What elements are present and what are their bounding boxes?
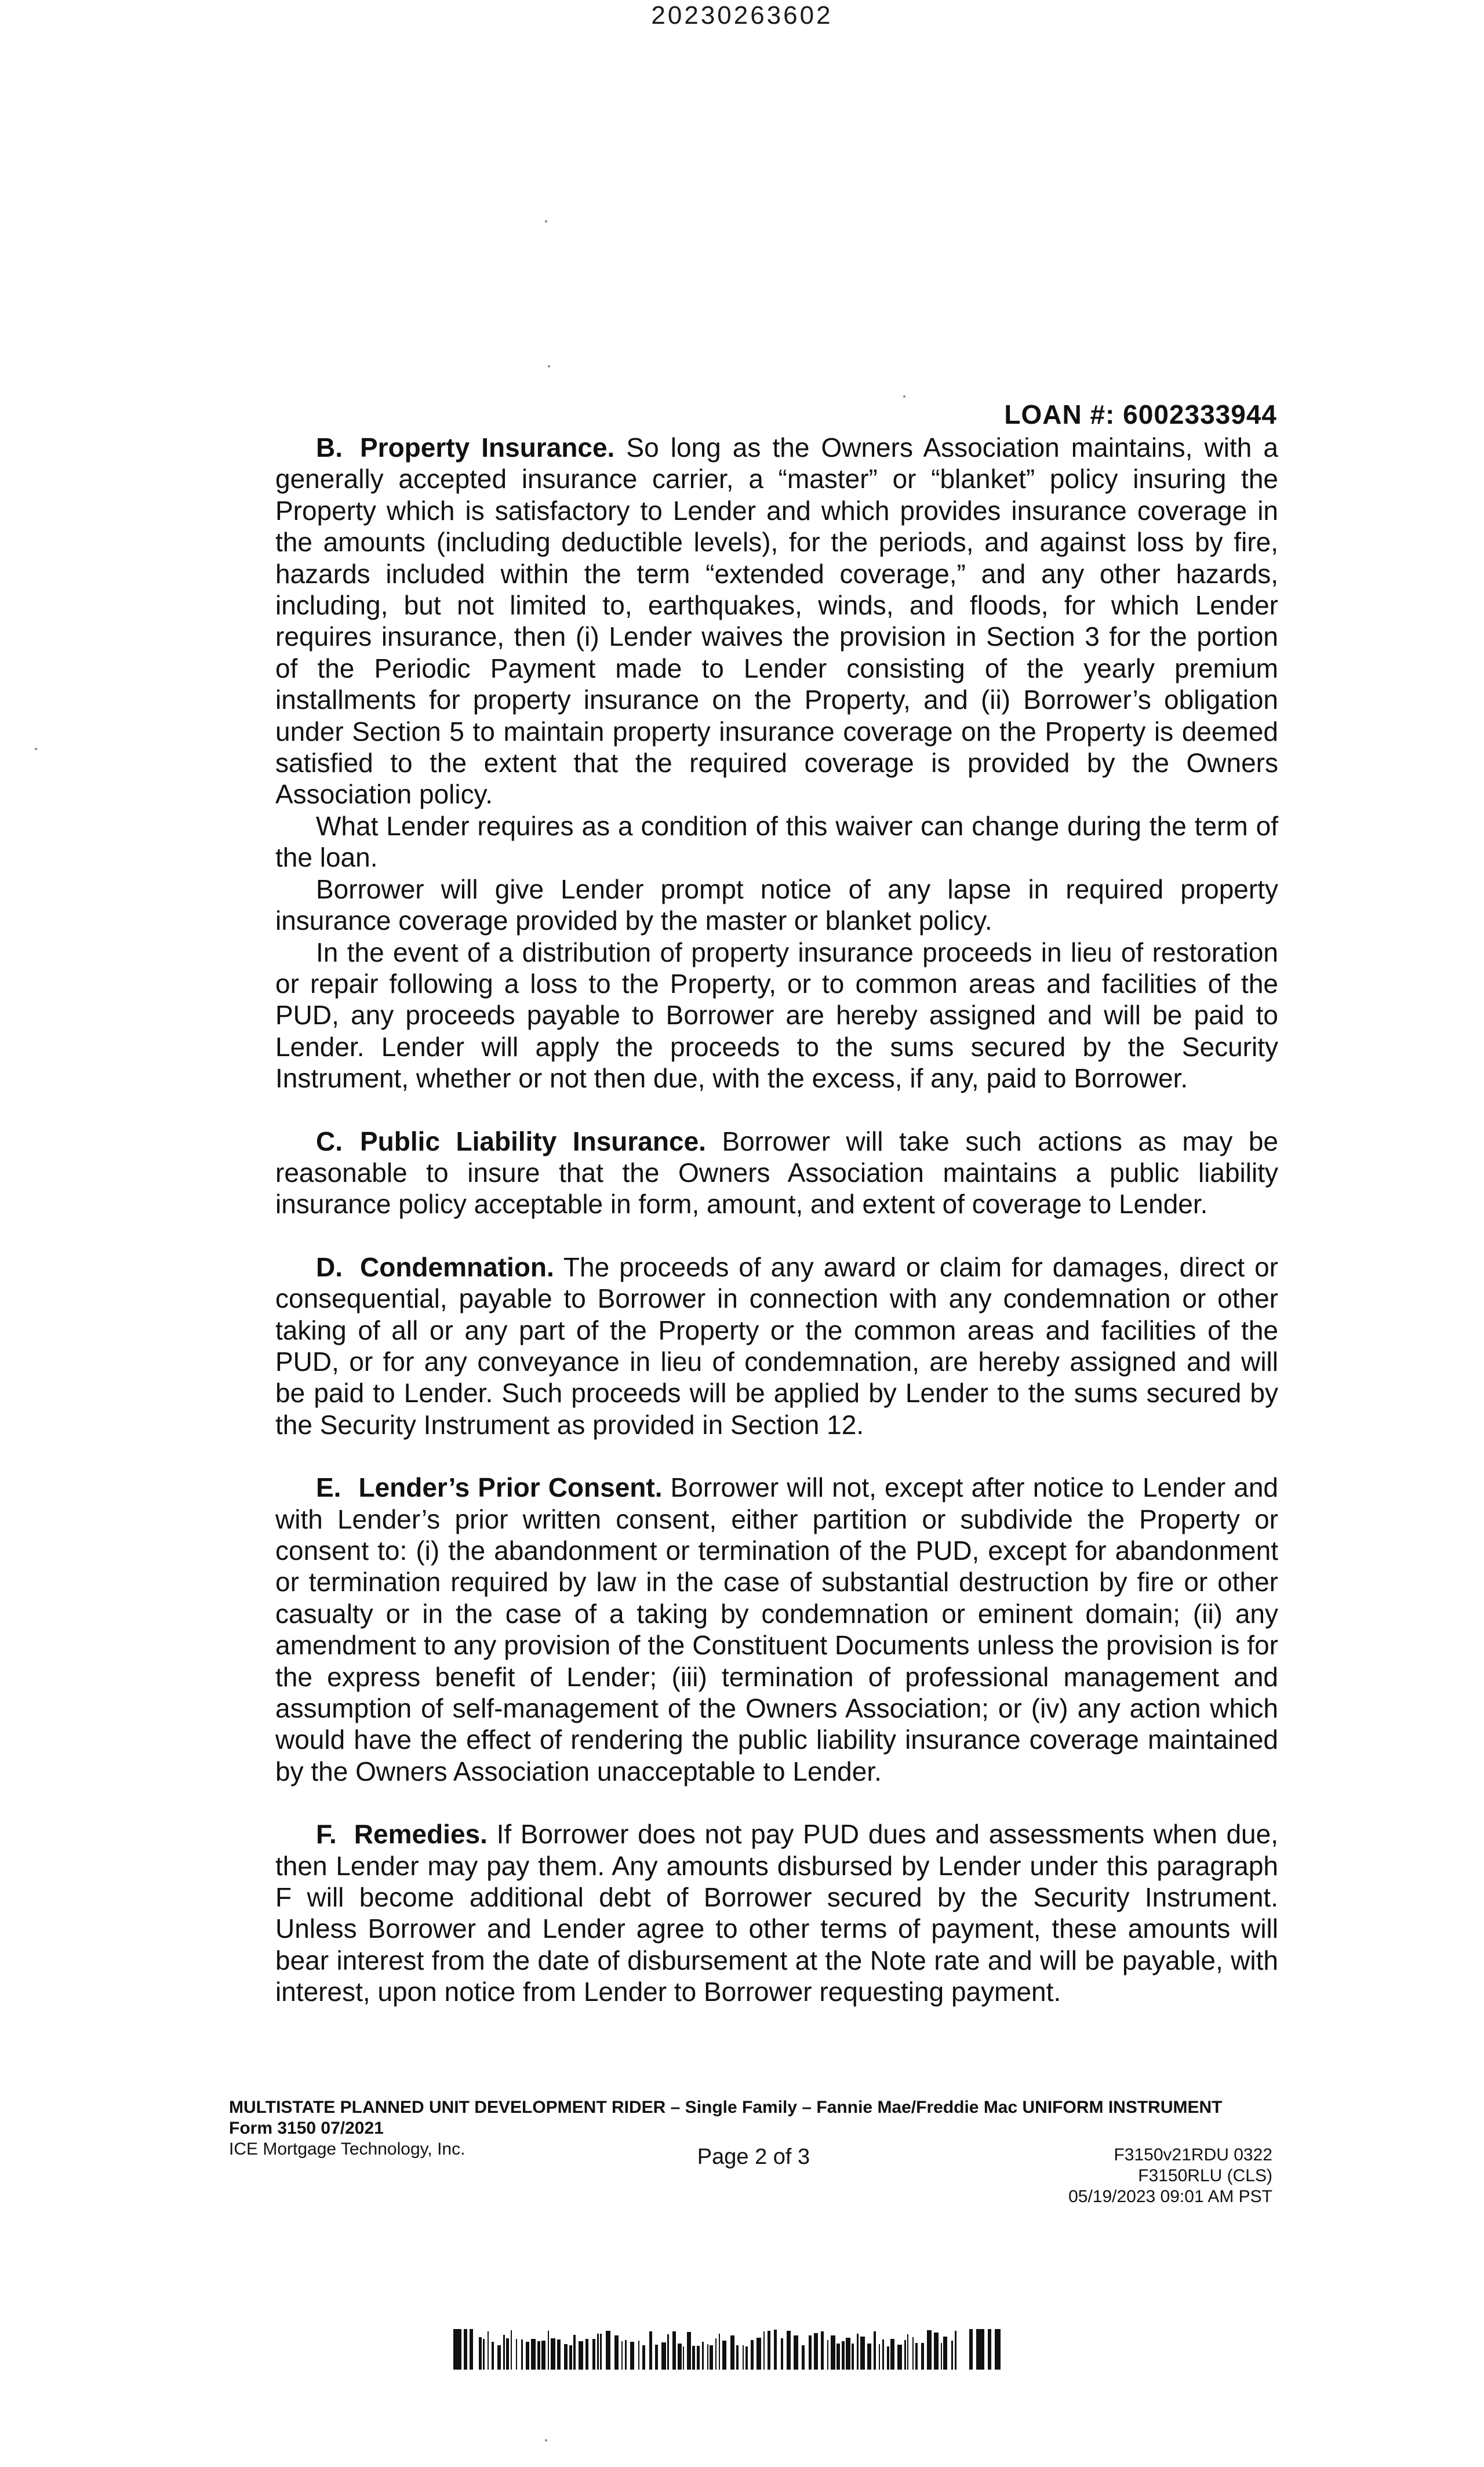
section-b-heading: Property Insurance. [360, 432, 615, 463]
barcode-bar [730, 2335, 734, 2370]
barcode-bar [488, 2331, 489, 2370]
barcode-bar [710, 2345, 713, 2370]
barcode-bar [781, 2338, 783, 2370]
footer-codes [1068, 2145, 1272, 2207]
barcode-bar [774, 2330, 777, 2370]
footer-code-2: F3150RLU (CLS) [1138, 2166, 1272, 2185]
section-f-letter: F. [316, 1819, 337, 1850]
barcode-bar [787, 2331, 791, 2370]
barcode-bar [912, 2337, 914, 2370]
barcode-bar [638, 2341, 639, 2370]
barcode-bar [890, 2339, 894, 2370]
barcode-bar [506, 2338, 509, 2370]
barcode-bar [768, 2331, 770, 2370]
barcode-bar [743, 2345, 744, 2370]
barcode-bar [592, 2339, 595, 2370]
section-d-heading: Condemnation. [360, 1251, 554, 1282]
barcode-bar [860, 2337, 865, 2370]
barcode-bar [453, 2329, 461, 2370]
scan-speck [903, 395, 905, 398]
barcode-bar [606, 2331, 610, 2370]
section-e-letter: E. [316, 1472, 341, 1503]
barcode-bar [579, 2341, 583, 2370]
barcode-bar [697, 2346, 700, 2370]
barcode-bar [492, 2342, 494, 2370]
section-f-heading: Remedies. [354, 1819, 488, 1850]
barcode-bar [846, 2338, 850, 2370]
barcode-bar [667, 2334, 669, 2370]
barcode-bar [687, 2332, 691, 2370]
section-f-text: If Borrower does not pay PUD dues and assessments when due, then Lender may pay them. Any amounts disbursed by Lender under this paragraph F will become additional debt of Borrower secured by the Security Instrument. Unless Borrower and Lender agree to other terms of payment, these amounts will bear interest from the date of disbursement at the Note rate and will be payable, with interest, upon notice from Lender to Borrower requesting payment. [275, 1819, 1278, 2007]
barcode-bar [537, 2341, 540, 2370]
footer-form-title: MULTISTATE PLANNED UNIT DEVELOPMENT RIDER – Single Family – Fannie Mae/Freddie Mac UNIFORM INSTRUMENT [229, 2098, 1223, 2117]
barcode-bar [702, 2342, 704, 2370]
barcode-bar [597, 2334, 599, 2370]
section-e-paragraph [275, 1472, 1278, 1787]
barcode-bar [464, 2329, 467, 2370]
barcode-bar [802, 2345, 805, 2370]
barcode-bar [722, 2341, 726, 2370]
barcode-bar [526, 2342, 529, 2370]
barcode-bar [867, 2344, 871, 2370]
barcode-bar [642, 2345, 645, 2370]
section-b-paragraph-3: Borrower will give Lender prompt notice of any lapse in required property insurance coverage provided by the master or blanket policy. [275, 874, 1278, 936]
barcode-bar [969, 2329, 973, 2370]
rider-body [275, 432, 1278, 2008]
barcode-bar [585, 2339, 588, 2370]
barcode-bar [531, 2339, 536, 2370]
barcode-bar [941, 2343, 942, 2370]
section-b-paragraph-2: What Lender requires as a condition of this waiver can change during the term of the loan. [275, 810, 1278, 873]
barcode-bar [751, 2340, 754, 2370]
section-b-paragraph-4: In the event of a distribution of property insurance proceeds in lieu of restoration or repair following a loss to the Property, or to common areas and facilities of the PUD, any proceeds payable to Borrower are hereby assigned and will be paid to Lender. Lender will apply the proceeds to the sums secured by the Security Instrument, whether or not then due, with the excess, if any, paid to Borrower. [275, 937, 1278, 1094]
barcode-bar [857, 2334, 859, 2370]
section-e-text: Borrower will not, except after notice to Lender and with Lender’s prior written consent, either partition or subdivide the Property or consent to: (i) the abandonment or termination of the PUD, except for abandonment or termination required by law in the case of substantial destruction by fire or other casualty or in the case of a taking by condemnation or eminent domain; (ii) any amendment to any provision of the Constituent Documents unless the provision is for the express benefit of Lender; (iii) termination of professional management and assumption of self-management of the Owners Association; or (iv) any action which would have the effect of rendering the public liability insurance coverage maintained by the Owners Association unacceptable to Lender. [275, 1472, 1278, 1786]
barcode-bar [943, 2337, 947, 2370]
barcode-bar [521, 2339, 523, 2370]
barcode-bar [821, 2331, 824, 2370]
barcode-bar [995, 2329, 1001, 2370]
section-b-text-1: So long as the Owners Association maintains, with a generally accepted insurance carrier, a “master” or “blanket” policy insuring the Property which is satisfactory to Lender and which provides insurance coverage in the amounts (including deductible levels), for the periods, and against loss by fire, hazards included within the term “extended coverage,” and any other hazards, including, but not limited to, earthquakes, winds, and floods, for which Lender requires insurance, then (i) Lender waives the provision in Section 3 for the portion of the Periodic Payment made to Lender consisting of the yearly premium installments for property insurance on the Property, and (ii) Borrower’s obligation under Section 5 to maintain property insurance coverage on the Property is deemed satisfied to the extent that the required coverage is provided by the Owners Association policy. [275, 432, 1278, 810]
barcode-bar [719, 2334, 720, 2370]
barcode-bar [904, 2340, 906, 2370]
barcode-bar [887, 2346, 889, 2370]
barcode-bar [503, 2335, 505, 2370]
barcode-bar [707, 2344, 708, 2370]
barcode-bar [557, 2339, 561, 2370]
barcode-bar [814, 2333, 818, 2370]
barcode-bar [842, 2341, 845, 2370]
barcode-bar [879, 2344, 880, 2370]
barcode-bar [569, 2345, 572, 2370]
barcode-bar [470, 2329, 473, 2370]
barcode-bar [907, 2334, 908, 2370]
barcode-bar [600, 2334, 602, 2370]
barcode-bar [988, 2329, 991, 2370]
scan-speck [545, 2439, 547, 2441]
barcode-bar [655, 2345, 658, 2370]
barcode-bar [564, 2344, 568, 2370]
barcode-bar [745, 2346, 748, 2370]
barcode-bar [672, 2331, 676, 2370]
barcode-image [453, 2329, 1004, 2370]
barcode-bar [516, 2339, 517, 2370]
barcode-bar [955, 2331, 956, 2370]
footer-form-number: Form 3150 07/2021 [229, 2119, 384, 2138]
recording-document-number: 20230263602 [651, 1, 833, 30]
footer-timestamp: 05/19/2023 09:01 AM PST [1068, 2187, 1272, 2206]
barcode-bar [661, 2342, 666, 2370]
barcode-bar [934, 2333, 939, 2370]
barcode-bar [630, 2342, 634, 2370]
barcode-bar [794, 2335, 798, 2370]
section-b-paragraph-1 [275, 432, 1278, 810]
barcode-bar [915, 2343, 918, 2370]
barcode-bar [831, 2335, 835, 2370]
barcode-bar [497, 2345, 501, 2370]
section-c-paragraph [275, 1126, 1278, 1220]
barcode-bar [809, 2335, 812, 2370]
section-c-letter: C. [316, 1126, 343, 1156]
section-f-paragraph [275, 1818, 1278, 2007]
section-d-paragraph [275, 1251, 1278, 1440]
barcode-bar [874, 2331, 876, 2370]
barcode-bar [976, 2329, 984, 2370]
barcode-bar [951, 2341, 953, 2370]
barcode-bar [541, 2341, 545, 2370]
barcode-bar [548, 2331, 549, 2370]
barcode-bar [763, 2331, 765, 2370]
barcode-bar [927, 2330, 932, 2370]
barcode-bar [511, 2330, 512, 2370]
barcode-bar [692, 2346, 695, 2370]
barcode-bar [551, 2338, 555, 2370]
section-b-letter: B. [316, 432, 343, 463]
barcode-bar [715, 2338, 716, 2370]
section-c-heading: Public Liability Insurance. [360, 1126, 706, 1156]
section-d-text: The proceeds of any award or claim for damages, direct or consequential, payable to Borrower in connection with any condemnation or other taking of all or any part of the Property or the common areas and facilities of the PUD, or for any conveyance in lieu of condemnation, are hereby assigned and will be paid to Lender. Such proceeds will be applied by Lender to the sums secured by the Security Instrument as provided in Section 12. [275, 1251, 1278, 1440]
barcode-bar [614, 2335, 619, 2370]
scan-speck [545, 220, 547, 223]
barcode-bar [897, 2345, 902, 2370]
barcode-bar [479, 2337, 482, 2370]
barcode-bar [882, 2339, 884, 2370]
barcode-bar [649, 2331, 652, 2370]
barcode-bar [621, 2341, 623, 2370]
section-d-letter: D. [316, 1251, 343, 1282]
barcode-bar [683, 2346, 684, 2370]
scan-speck [548, 365, 550, 367]
barcode-bar [736, 2345, 739, 2370]
barcode-bar [852, 2344, 854, 2370]
barcode-bar [921, 2343, 924, 2370]
barcode-bar [756, 2338, 761, 2370]
page-number: Page 2 of 3 [697, 2145, 810, 2169]
barcode-bar [827, 2340, 828, 2370]
barcode-bar [573, 2335, 576, 2370]
barcode-bar [678, 2344, 682, 2370]
section-c-text: Borrower will take such actions as may be reasonable to insure that the Owners Association maintains a public liability insurance policy acceptable in form, amount, and extent of coverage to Lender. [275, 1126, 1278, 1220]
loan-number: LOAN #: 6002333944 [1004, 399, 1277, 430]
barcode-bar [625, 2340, 627, 2370]
barcode-bar [483, 2339, 485, 2370]
barcode-bar [836, 2344, 840, 2370]
footer-company: ICE Mortgage Technology, Inc. [229, 2139, 465, 2159]
scan-speck [35, 748, 37, 750]
footer-code-1: F3150v21RDU 0322 [1114, 2145, 1272, 2164]
section-e-heading: Lender’s Prior Consent. [358, 1472, 663, 1503]
